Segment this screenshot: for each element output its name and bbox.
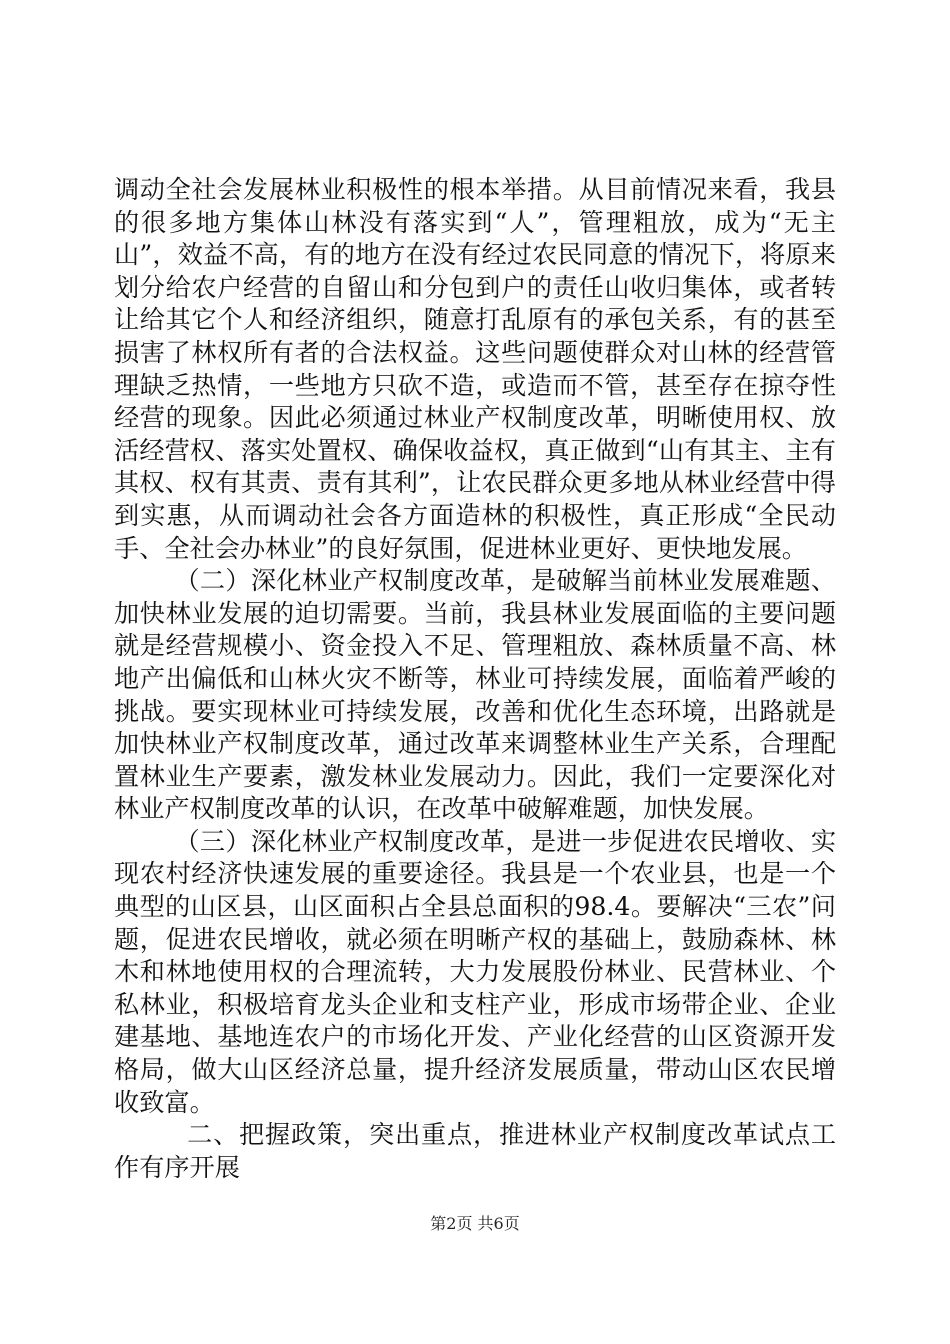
paragraph-section-2: （二）深化林业产权制度改革，是破解当前林业发展难题、加快林业发展的迫切需要。当前，我县林业发展面临的主要问题就是经营规模小、资金投入不足、管理粗放、森林质量不高、林地产出偏低和山林火灾不断等，林业可持续发展，面临着严峻的挑战。要实现林业可持续发展，改善和优化生态环境，出路就是加快林业产权制度改革，通过改革来调整林业生产关系，合理配置林业生产要素，激发林业发展动力。因此，我们一定要深化对林业产权制度改革的认识，在改革中破解难题，加快发展。 xyxy=(114,566,836,824)
section-heading: 二、把握政策，突出重点，推进林业产权制度改革试点工作有序开展 xyxy=(114,1120,836,1182)
page-number: 第2页 共6页 xyxy=(430,1214,520,1233)
document-body xyxy=(114,174,836,1184)
paragraph-section-3: （三）深化林业产权制度改革，是进一步促进农民增收、实现农村经济快速发展的重要途径。我县是一个农业县，也是一个典型的山区县，山区面积占全县总面积的98.4。要解决“三农”问题，促进农民增收，就必须在明晰产权的基础上，鼓励森林、林木和林地使用权的合理流转，大力发展股份林业、民营林业、个私林业，积极培育龙头企业和支柱产业，形成市场带企业、企业建基地、基地连农户的市场化开发、产业化经营的山区资源开发格局，做大山区经济总量，提升经济发展质量，带动山区农民增收致富。 xyxy=(114,826,836,1117)
paragraph-continued: 调动全社会发展林业积极性的根本举措。从目前情况来看，我县的很多地方集体山林没有落实到“人”，管理粗放，成为“无主山”，效益不高，有的地方在没有经过农民同意的情况下，将原来划分给农户经营的自留山和分包到户的责任山收归集体，或者转让给其它个人和经济组织，随意打乱原有的承包关系，有的甚至损害了林权所有者的合法权益。这些问题使群众对山林的经营管理缺乏热情，一些地方只砍不造，或造而不管，甚至存在掠夺性经营的现象。因此必须通过林业产权制度改革，明晰使用权、放活经营权、落实处置权、确保收益权，真正做到“山有其主、主有其权、权有其责、责有其利”，让农民群众更多地从林业经营中得到实惠，从而调动社会各方面造林的积极性，真正形成“全民动手、全社会办林业”的良好氛围，促进林业更好、更快地发展。 xyxy=(114,175,836,563)
